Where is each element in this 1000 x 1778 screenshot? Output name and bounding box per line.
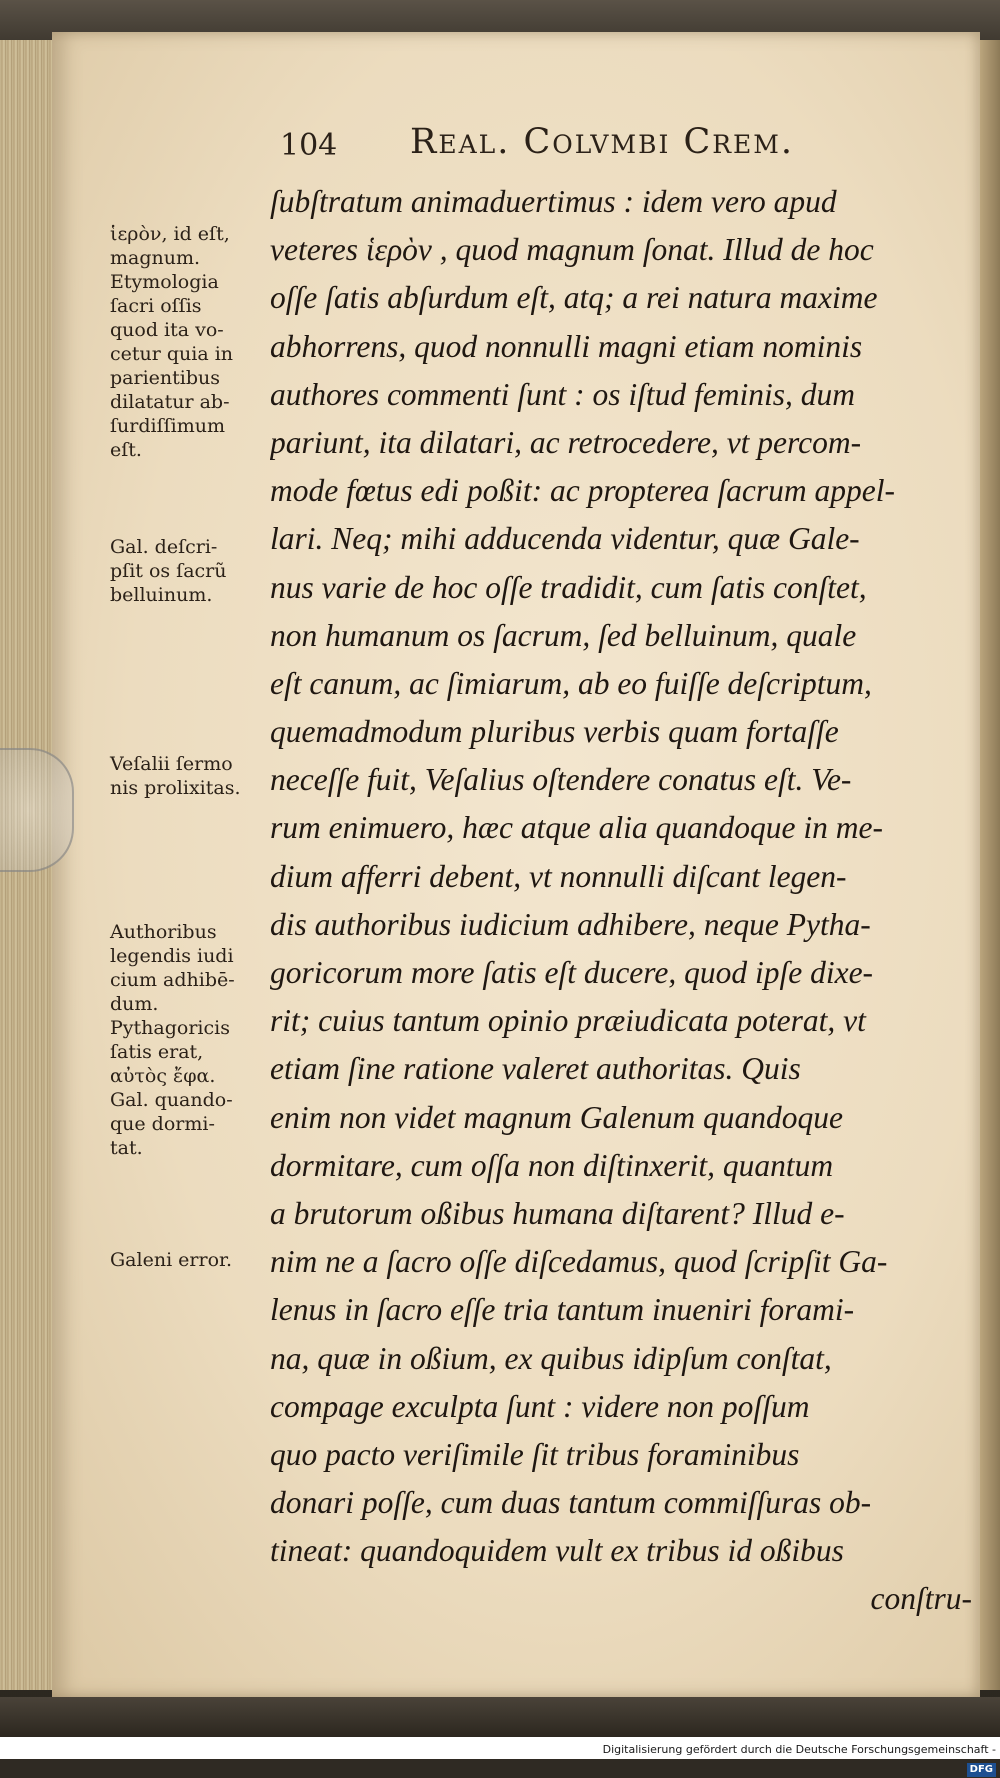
marginal-note-line: legendis iudi: [110, 945, 234, 967]
running-title: Real. Colvmbi Crem.: [410, 122, 795, 162]
marginal-note-line: belluinum.: [110, 584, 213, 606]
marginal-note-line: Authoribus: [110, 921, 217, 943]
marginal-note-line: ſurdiſſimum: [110, 415, 226, 437]
text-line: nim ne a ſacro oſſe diſcedamus, quod ſcripſit Ga-: [270, 1244, 888, 1280]
text-line: mode fœtus edi poßit: ac propterea ſacrum appel-: [270, 473, 895, 509]
marginal-note-line: Pythagoricis: [110, 1017, 230, 1039]
text-line: authores commenti ſunt : os iſtud feminis, dum: [270, 376, 856, 412]
marginal-note-line: tat.: [110, 1137, 143, 1159]
marginal-note-line: magnum.: [110, 247, 201, 269]
marginal-note-line: quod ita vo-: [110, 319, 224, 341]
text-line: quemadmodum pluribus verbis quam fortaſſe: [270, 714, 839, 750]
text-line: non humanum os ſacrum, ſed belluinum, quale: [270, 617, 857, 653]
dfg-logo: DFG: [967, 1763, 996, 1777]
text-line: tineat: quandoquidem vult ex tribus id oßibus: [270, 1533, 844, 1569]
marginal-note-line: cium adhibē-: [110, 969, 235, 991]
text-line: donari poſſe, cum duas tantum commiſſuras ob-: [270, 1485, 872, 1521]
text-line: na, quæ in oßium, ex quibus idipſum conſtat,: [270, 1340, 832, 1376]
body-text: [270, 178, 972, 1624]
text-line: abhorrens, quod nonnulli magni etiam nominis: [270, 328, 863, 364]
text-line: dium afferri debent, vt nonnulli diſcant legen-: [270, 858, 847, 894]
marginal-note-line: dilatatur ab-: [110, 391, 230, 413]
text-line: rum enimuero, hæc atque alia quandoque in me-: [270, 810, 883, 846]
marginal-note-line: cetur quia in: [110, 343, 234, 365]
marginal-note-line: ſacri oſſis: [110, 295, 202, 317]
text-line: quo pacto veriſimile ſit tribus foraminibus: [270, 1436, 800, 1472]
marginal-note-line: ἱερὸν, id eſt,: [110, 223, 230, 245]
text-line: oſſe ſatis abſurdum eſt, atq; a rei natura maxime: [270, 280, 878, 316]
page-clip: [0, 748, 74, 872]
page-header: [280, 122, 940, 172]
marginal-note-vesalius: [110, 752, 270, 800]
marginal-note-line: Galeni error.: [110, 1249, 233, 1271]
text-line: etiam ſine ratione valeret authoritas. Quis: [270, 1051, 801, 1087]
text-line: a brutorum oßibus humana diſtarent? Illud e-: [270, 1195, 845, 1231]
marginal-note-line: Etymologia: [110, 271, 219, 293]
marginal-note-line: parientibus: [110, 367, 220, 389]
marginal-note-galen-sacrum: [110, 535, 270, 607]
cover-board-bottom: [0, 1697, 1000, 1737]
marginal-note-line: que dormi-: [110, 1113, 215, 1135]
page-number: 104: [280, 128, 338, 163]
text-line: conſtru-: [870, 1581, 972, 1617]
text-line: dis authoribus iudicium adhibere, neque Pytha-: [270, 906, 871, 942]
text-line: compage exculpta ſunt : videre non poſſum: [270, 1388, 810, 1424]
text-line: lenus in ſacro eſſe tria tantum inueniri forami-: [270, 1292, 855, 1328]
marginal-note-galen-error: [110, 1248, 270, 1272]
marginal-note-line: dum.: [110, 993, 159, 1015]
text-line: dormitare, cum oſſa non diſtinxerit, quantum: [270, 1147, 834, 1183]
page-edges-right: [978, 40, 1000, 1690]
text-line: lari. Neq; mihi adducenda videntur, quæ Gale-: [270, 521, 860, 557]
marginal-note-line: pſit os ſacrũ: [110, 560, 227, 582]
text-line: veteres ἱερὸν , quod magnum ſonat. Illud de hoc: [270, 232, 874, 268]
marginal-note-line: ſatis erat,: [110, 1041, 204, 1063]
text-line: rit; cuius tantum opinio præiudicata poterat, vt: [270, 1003, 866, 1039]
text-line: pariunt, ita dilatari, ac retrocedere, vt percom-: [270, 424, 862, 460]
digitization-credit: [600, 1740, 1000, 1775]
text-line: nus varie de hoc oſſe tradidit, cum ſatis conſtet,: [270, 569, 867, 605]
marginal-note-line: eſt.: [110, 439, 142, 461]
text-line: eſt canum, ac ſimiarum, ab eo fuiſſe deſcriptum,: [270, 665, 872, 701]
marginal-note-line: Gal. deſcri-: [110, 536, 218, 558]
marginal-note-etymology: [110, 222, 270, 462]
credit-text: Digitalisierung gefördert durch die Deutsche Forschungsgemeinschaft -: [602, 1743, 996, 1756]
marginal-note-line: αὐτὸς ἔφα.: [110, 1065, 216, 1087]
text-line: neceſſe fuit, Veſalius oſtendere conatus eſt. Ve-: [270, 762, 852, 798]
text-line: enim non videt magnum Galenum quandoque: [270, 1099, 844, 1135]
marginal-note-line: Gal. quando-: [110, 1089, 233, 1111]
marginal-note-authors: [110, 920, 270, 1160]
text-line: ſubſtratum animaduertimus : idem vero apud: [270, 184, 837, 219]
marginal-note-line: nis prolixitas.: [110, 777, 241, 799]
marginal-note-line: Veſalii ſermo: [110, 753, 233, 775]
text-line: goricorum more ſatis eſt ducere, quod ipſe dixe-: [270, 955, 874, 990]
